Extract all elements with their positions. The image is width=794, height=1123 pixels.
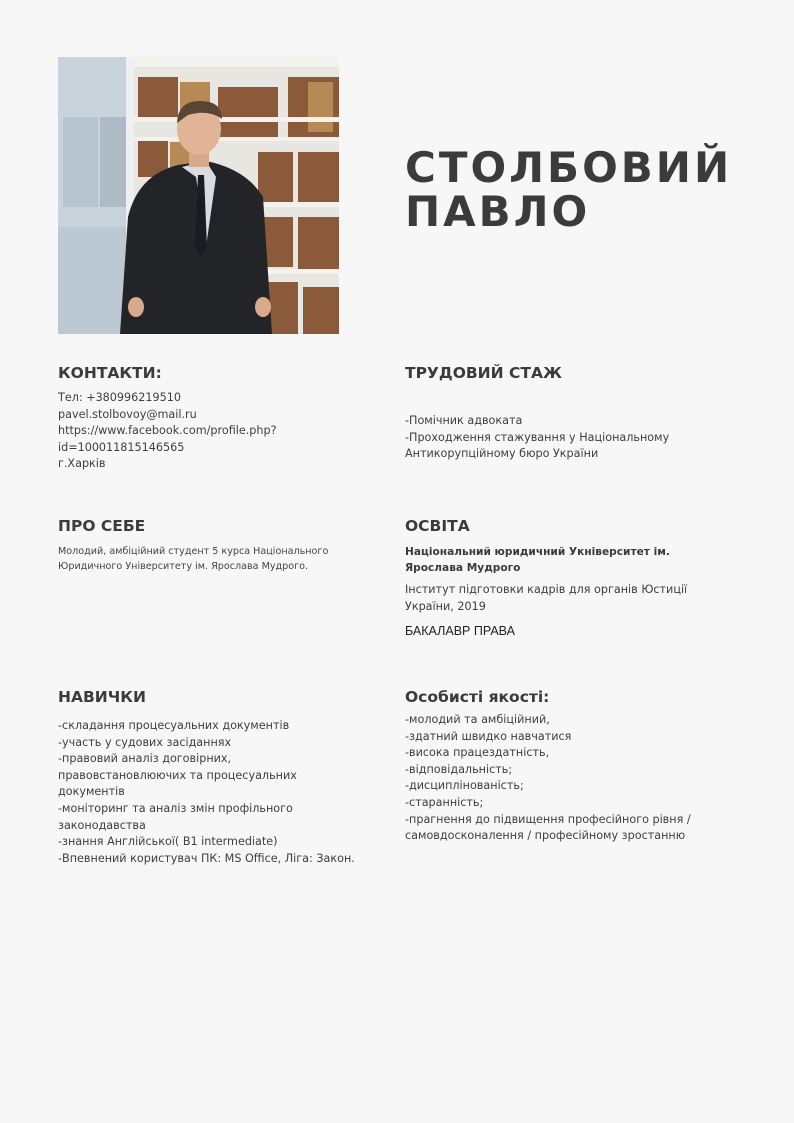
first-name: ПАВЛО xyxy=(405,187,591,236)
experience-item: -Проходження стажування у Національному xyxy=(405,430,670,444)
profile-photo xyxy=(58,57,339,334)
contacts-list xyxy=(58,390,277,473)
contact-city: г.Харків xyxy=(58,457,106,471)
skill-item: -Впевнений користувач ПК: MS Office, Ліга: Закон. xyxy=(58,851,355,865)
university-line: Ярослава Мудрого xyxy=(405,562,521,574)
qualities-list xyxy=(405,712,691,845)
contact-phone: Тел: +380996219510 xyxy=(58,391,181,404)
quality-item: -здатний швидко навчатися xyxy=(405,729,572,743)
contact-facebook-id: id=100011815146565 xyxy=(58,440,185,454)
university-line: Національний юридичний Укніверситет ім. xyxy=(405,546,670,558)
about-text xyxy=(58,544,328,574)
skill-item: -правовий аналіз договірних, xyxy=(58,752,232,766)
about-line: Молодий, амбіційний студент 5 курса Національного xyxy=(58,546,329,557)
experience-heading: ТРУДОВИЙ СТАЖ xyxy=(405,364,562,382)
institute-name xyxy=(405,582,687,615)
skill-item: -участь у судових засіданнях xyxy=(58,735,232,749)
qualities-heading: Особисті якості: xyxy=(405,688,550,706)
skill-item: документів xyxy=(58,785,125,799)
skill-item: -знання Англійської( B1 intermediate) xyxy=(58,835,278,849)
experience-item: -Помічник адвоката xyxy=(405,414,523,427)
institute-line: Інститут підготовки кадрів для органів Юстиції xyxy=(405,583,688,596)
skill-item: -складання процесуальних документів xyxy=(58,719,290,732)
contact-email: pavel.stolbovoy@mail.ru xyxy=(58,407,197,421)
profile-photo-image xyxy=(58,57,339,334)
experience-item: Антикорупційному бюро України xyxy=(405,447,599,461)
about-line: Юридичного Університету ім. Ярослава Мудрого. xyxy=(58,561,309,572)
contacts-heading: КОНТАКТИ: xyxy=(58,364,162,382)
quality-item: -висока працездатність, xyxy=(405,746,550,760)
about-heading: ПРО СЕБЕ xyxy=(58,517,146,535)
university-name xyxy=(405,544,670,576)
surname: СТОЛБОВИЙ xyxy=(405,143,733,192)
quality-item: -молодий та амбіційний, xyxy=(405,713,550,726)
contact-facebook-url: https://www.facebook.com/profile.php? xyxy=(58,424,277,438)
skills-heading: НАВИЧКИ xyxy=(58,688,146,706)
quality-item: -дисциплінованість; xyxy=(405,779,524,793)
quality-item: -прагнення до підвищення професійного рівня / xyxy=(405,812,691,826)
skill-item: законодавства xyxy=(58,818,146,832)
skill-item: правовстановлюючих та процесуальних xyxy=(58,768,297,782)
full-name xyxy=(405,143,765,236)
degree: БАКАЛАВР ПРАВА xyxy=(405,624,515,638)
quality-item: -відповідальність; xyxy=(405,762,513,776)
skills-list xyxy=(58,718,355,867)
institute-line: України, 2019 xyxy=(405,599,486,613)
quality-item: -старанність; xyxy=(405,795,484,809)
experience-list xyxy=(405,413,669,463)
quality-item: самовдосконалення / професійному зростанню xyxy=(405,829,686,843)
skill-item: -моніторинг та аналіз змін профільного xyxy=(58,801,293,815)
education-heading: ОСВІТА xyxy=(405,517,470,535)
